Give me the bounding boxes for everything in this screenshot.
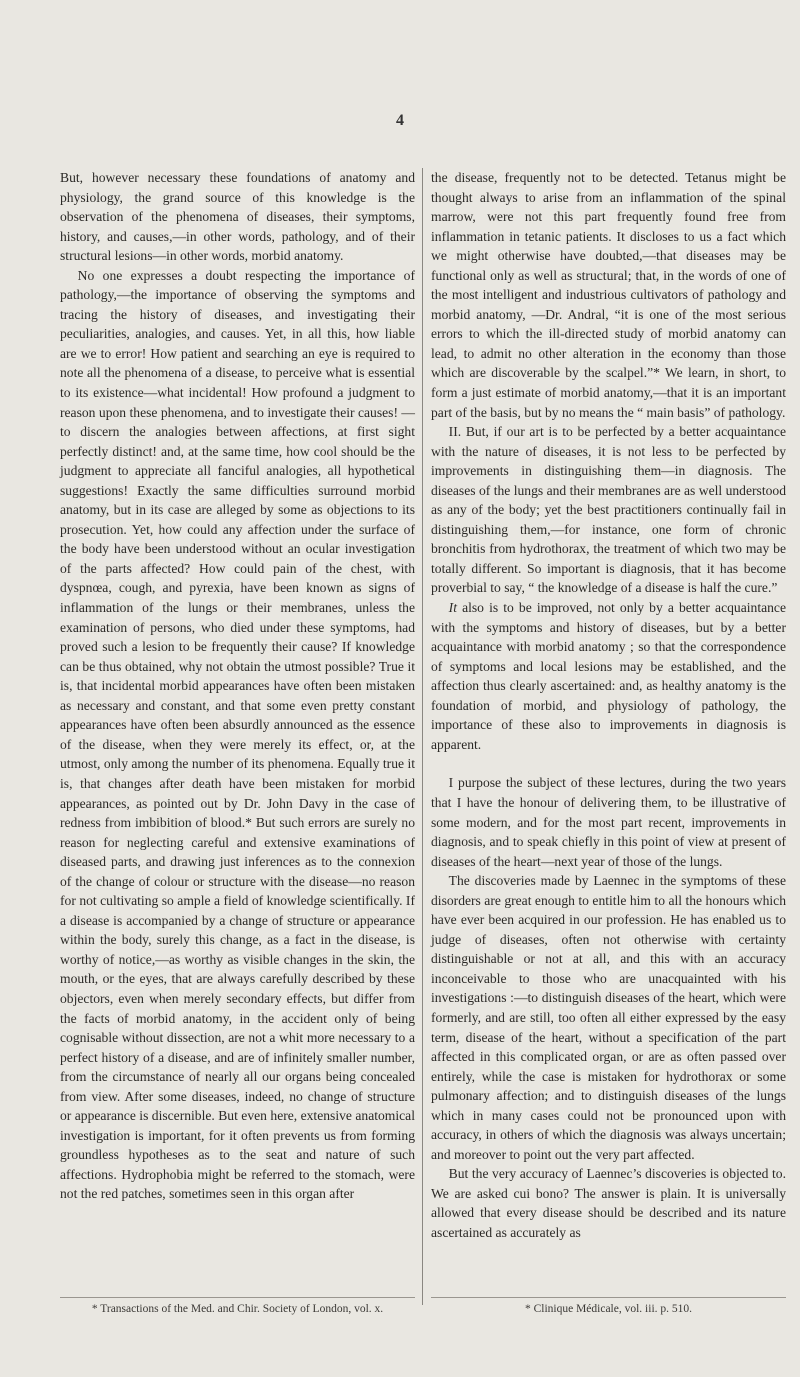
italic-lead: It	[448, 600, 457, 616]
left-column	[60, 168, 415, 1204]
right-paragraph-5: The discoveries made by Laennec in the symptoms of these disorders are great enough to entitle him to all the honours which have ever been acquired in our profession. He has enabled us to judge of diseases, often not otherwise with certainty distinguishable or not at all, and this with an accuracy inconceivable to those who are unacquainted with his investigations :—to distinguish diseases of the heart, which were formerly, and are still, too often all either expressed by the easy term, disease of the heart, without a specification of the part affected in this complicated organ, or are as often passed over entirely, while the case is mistaken for hydrothorax or some pulmonary affection; and to distinguish diseases of the lungs which in many cases could not be pronounced upon with accuracy, in others of which the diagnosis was always uncertain; and moreover to point out the very part affected.	[431, 873, 786, 1162]
right-paragraph-1: the disease, frequently not to be detected. Tetanus might be thought always to arise from an inflammation of the spinal marrow, were not this part frequently found free from inflammation in tetanic patients. It discloses to us a fact which we might otherwise have doubted,—that diseases may be functional only as well as structural; that, in the words of one of the most intelligent and industrious cultivators of pathology and morbid anatomy, —Dr. Andral, “it is one of the most serious errors to which the ill-directed study of morbid anatomy can lead, to admit no other alteration in the economy than those which are discoverable by the scalpel.”* We learn, in short, to form a just estimate of morbid anatomy,—that it is an important part of the basis, but by no means the “ main basis” of pathology.	[431, 170, 786, 420]
column-divider	[422, 168, 423, 1305]
footnote-left: * Transactions of the Med. and Chir. Society of London, vol. x.	[91, 1303, 384, 1315]
footnote-rule-left	[60, 1297, 415, 1298]
right-column	[431, 168, 786, 1243]
right-paragraph-3	[431, 598, 786, 754]
left-paragraph-2: No one expresses a doubt respecting the importance of pathology,—the importance of observing the symptoms and tracing the history of diseases, and investigating their peculiarities, analogies, and causes. Yet, in all this, how liable are we to error! How patient and searching an eye is required to note all the phenomena of a disease, to perceive what is essential to its existence—what incidental! How profound a judgment to reason upon these phenomena, and to investigate their causes! —to discern the analogies between affections, at first sight perfectly distinct! and, at the same time, how cool should be the judgment to appreciate all fanciful analogies, all hypothetical suggestions! Exactly the same difficulties surround morbid anatomy, but in its case are alleged by some as objections to its prosecution. Yet, how could any affection under the surface of the body have been understood without an ocular investigation of the parts affected? How could pain of the chest, with dyspnœa, cough, and pyrexia, have been known as signs of inflammation of the lungs or their membranes, unless the examination of persons, who died under these symptoms, had proved such a lesion to be frequently their cause? If knowledge can be thus obtained, why not obtain the utmost possible? True it is, that incidental morbid appearances have often been mistaken as necessary and constant, and that some even pretty constant appearances have often been absurdly announced as the essence of the disease, when they were merely its effect, or, at the utmost, only among the number of its phenomena. Equally true it is, that changes after death have been mistaken for morbid appearances, as pointed out by Dr. John Davy in the case of redness from imbibition of blood.* But such errors are surely no reason for neglecting careful and extensive examinations of diseased parts, and drawing just inferences as to the connexion of the change of colour or structure with the disease—no reason for not cultivating so ample a field of knowledge scientifically. If a disease is accompanied by a change of structure or appearance within the body, surely this change, as a fact in the disease, is worthy of notice,—as worthy as visible changes in the skin, the mouth, or the eyes, that are always carefully described by these objectors, even when merely secondary effects, but differ from the facts of morbid anatomy, in the accident only of being cognisable without dissection, are not a whit more necessary to a perfect history of a disease, and are of infinitely smaller number, from the circumstance of nearly all our organs being concealed from view. After some diseases, indeed, no change of structure or appearance is discernible. But even here, extensive anatomical investigation is important, for it often prevents us from forming groundless hypotheses as to the seat and nature of such affections. Hydrophobia might be referred to the stomach, were not the red patches, sometimes seen in this organ after	[60, 267, 415, 1202]
page-number: 4	[396, 112, 404, 129]
footnote-right: * Clinique Médicale, vol. iii. p. 510.	[524, 1303, 693, 1315]
right-paragraph-3-text: also is to be improved, not only by a better acquaintance with the symptoms and history of diseases, but by a better acquaintance with morbid anatomy ; so that the correspondence of symptoms and local lesions may be established, and the affection thus clearly ascertained: and, as healthy anatomy is the foundation of morbid, and physiology of pathology, the importance of these also to improvements in diagnosis is apparent.	[431, 600, 786, 752]
left-paragraph-1: But, however necessary these foundations of anatomy and physiology, the grand source of this knowledge is the observation of the phenomena of diseases, their symptoms, history, and causes,—in other words, pathology, and of their structural lesions—in other words, morbid anatomy.	[60, 170, 415, 264]
right-paragraph-4: I purpose the subject of these lectures, during the two years that I have the honour of delivering them, to be illustrative of some modern, and for the most part recent, improvements in diagnosis, and to speak chiefly in this point of view at present of diseases of the heart—next year of those of the lungs.	[431, 775, 786, 869]
right-paragraph-6: But the very accuracy of Laennec’s discoveries is objected to. We are asked cui bono? The answer is plain. It is universally allowed that every disease should be described and its nature ascertained as accurately as	[431, 1166, 786, 1240]
right-paragraph-2: II. But, if our art is to be perfected by a better acquaintance with the nature of diseases, it is not less to be perfected by improvements in distinguishing them—in diagnosis. The diseases of the lungs and their membranes are as well understood as any of the body; yet the best practitioners continually fail in distinguishing them,—for instance, one form of chronic bronchitis from hydrothorax, the treatment of which two may be totally different. So important is diagnosis, that it has become proverbial to say, “ the knowledge of a disease is half the cure.”	[431, 424, 786, 596]
footnote-rule-right	[431, 1297, 786, 1298]
